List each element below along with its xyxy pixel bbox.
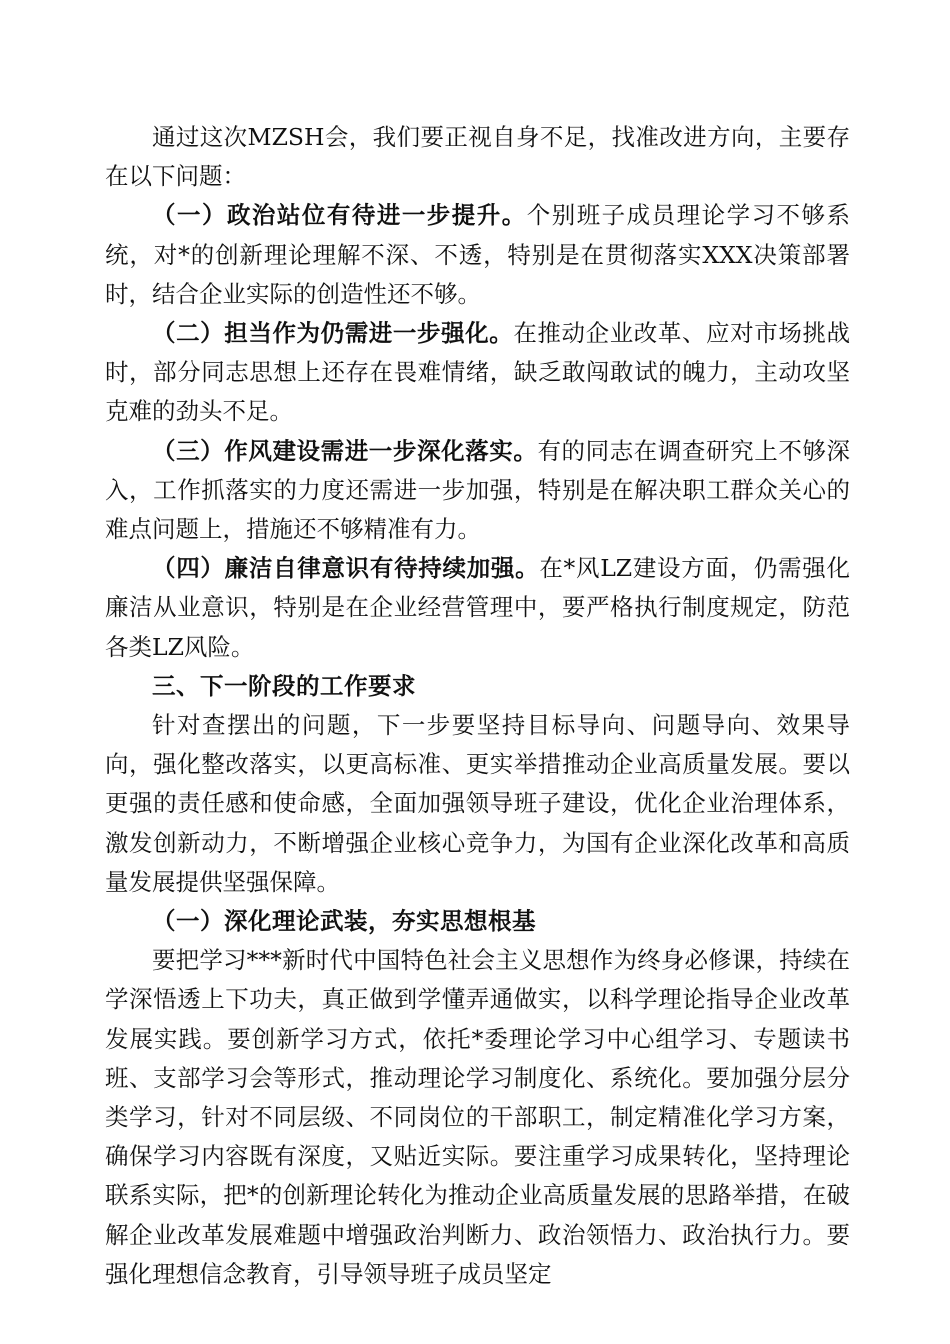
subsection-1-heading: （一）深化理论武装，夯实思想根基 (152, 907, 536, 936)
subsection-1-body: 要把学习***新时代中国特色社会主义思想作为终身必修课，持续在学深悟透上下功夫，真正做到学懂弄通做实，以科学理论指导企业改革发展实践。要创新学习方式，依托*委理论学习中心组学习、专题读书班、支部学习会等形式，推动理论学习制度化、系统化。要加强分层分类学习，针对不同层级、不同岗位的干部职工，制定精准化学习方案，确保学习内容既有深度，又贴近实际。要注重学习成果转化，坚持理论联系实际，把*的创新理论转化为推动企业高质量发展的思路举措，在破解企业改革发展难题中增强政治判断力、政治领悟力、政治执行力。要强化理想信念教育，引导领导班子成员坚定 (105, 946, 850, 1288)
issue-3-heading: （三）作风建设需进一步深化落实。 (152, 436, 538, 465)
paragraph-issue-4 (105, 549, 850, 667)
section-3-heading: 三、下一阶段的工作要求 (152, 671, 416, 700)
issue-1-heading: （一）政治站位有待进一步提升。 (152, 201, 527, 230)
paragraph-text: 通过这次MZSH会，我们要正视自身不足，找准改进方向，主要存在以下问题： (105, 123, 850, 191)
issue-4-heading: （四）廉洁自律意识有待持续加强。 (152, 554, 540, 583)
issue-4-text: 在*风LZ建设方面，仍需强化廉洁从业意识，特别是在企业经营管理中，要严格执行制度规定，防范各类LZ风险。 (105, 554, 851, 661)
paragraph-intro (105, 118, 850, 196)
section-3-intro: 针对查摆出的问题，下一步要坚持目标导向、问题导向、效果导向，强化整改落实，以更高标准、更实举措推动企业高质量发展。要以更强的责任感和使命感，全面加强领导班子建设，优化企业治理体系，激发创新动力，不断增强企业核心竞争力，为国有企业深化改革和高质量发展提供坚强保障。 (105, 711, 850, 896)
paragraph-issue-2 (105, 314, 850, 432)
document-body (105, 118, 850, 1294)
issue-2-text: 在推动企业改革、应对市场挑战时，部分同志思想上还存在畏难情绪，缺乏敢闯敢试的魄力，主动攻坚克难的劲头不足。 (105, 319, 851, 426)
issue-2-heading: （二）担当作为仍需进一步强化。 (152, 319, 514, 348)
paragraph-issue-3 (105, 432, 850, 550)
paragraph-issue-1 (105, 196, 850, 314)
issue-3-text: 有的同志在调查研究上不够深入，工作抓落实的力度还需进一步加强，特别是在解决职工群众关心的难点问题上，措施还不够精准有力。 (105, 436, 851, 544)
issue-1-text: 个别班子成员理论学习不够系统，对*的创新理论理解不深、不透，特别是在贯彻落实XXX决策部署时，结合企业实际的创造性还不够。 (105, 201, 851, 308)
